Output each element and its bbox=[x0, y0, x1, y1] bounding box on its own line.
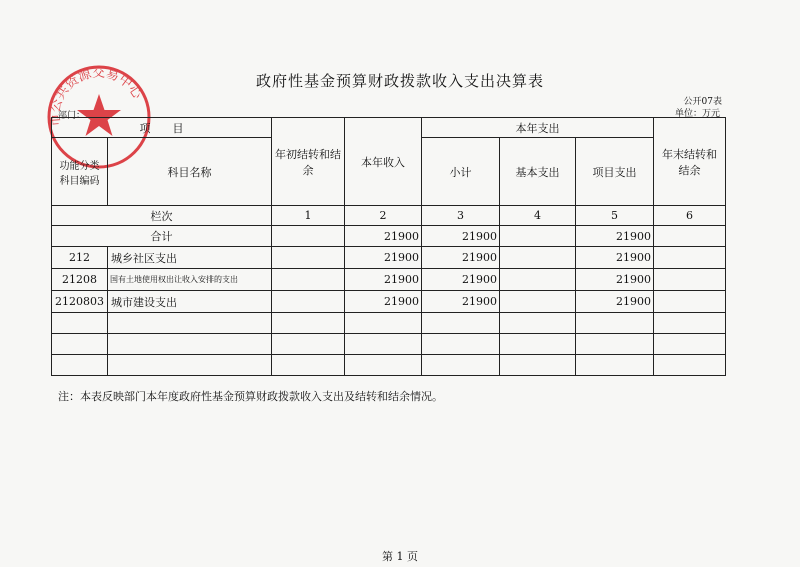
cell-subtotal bbox=[422, 313, 500, 334]
table-row bbox=[52, 269, 726, 291]
header-project: 项 目 bbox=[52, 118, 272, 138]
column-num: 3 bbox=[422, 206, 500, 226]
cell-subtotal bbox=[422, 334, 500, 355]
total-label: 合计 bbox=[52, 226, 272, 247]
header-subject-name: 科目名称 bbox=[108, 138, 272, 206]
cell-income bbox=[345, 334, 422, 355]
footnote: 注：本表反映部门本年度政府性基金预算财政拨款收入支出及结转和结余情况。 bbox=[58, 390, 443, 403]
column-label: 栏次 bbox=[52, 206, 272, 226]
form-code: 公开07表 bbox=[683, 97, 722, 107]
header-expense-group: 本年支出 bbox=[422, 118, 654, 138]
cell-end bbox=[654, 226, 726, 247]
cell-begin bbox=[272, 355, 345, 376]
cell-basic bbox=[500, 291, 576, 313]
total-row bbox=[52, 226, 726, 247]
cell-code: 2120803 bbox=[52, 291, 108, 313]
header-income: 本年收入 bbox=[345, 118, 422, 206]
table-row bbox=[52, 313, 726, 334]
cell-begin bbox=[272, 269, 345, 291]
cell-end bbox=[654, 313, 726, 334]
budget-table bbox=[51, 117, 726, 376]
cell-begin bbox=[272, 291, 345, 313]
cell-basic bbox=[500, 247, 576, 269]
header-begin-balance: 年初结转和结余 bbox=[272, 118, 345, 206]
cell-subtotal: 21900 bbox=[422, 269, 500, 291]
cell-basic bbox=[500, 269, 576, 291]
cell-basic bbox=[500, 334, 576, 355]
cell-basic bbox=[500, 313, 576, 334]
department-label: 部门： bbox=[58, 111, 86, 121]
column-num: 1 bbox=[272, 206, 345, 226]
svg-text:市公共资源交易中心: 市公共资源交易中心 bbox=[47, 65, 145, 127]
page-number: 第 1 页 bbox=[382, 550, 418, 563]
cell-project: 21900 bbox=[576, 269, 654, 291]
column-num: 4 bbox=[500, 206, 576, 226]
cell-project: 21900 bbox=[576, 247, 654, 269]
header-basic: 基本支出 bbox=[500, 138, 576, 206]
cell-code: 212 bbox=[52, 247, 108, 269]
cell-name: 国有土地使用权出让收入安排的支出 bbox=[108, 269, 272, 291]
cell-name bbox=[108, 313, 272, 334]
cell-project: 21900 bbox=[576, 226, 654, 247]
cell-subtotal: 21900 bbox=[422, 226, 500, 247]
unit-label: 单位：万元 bbox=[674, 109, 720, 119]
table-row bbox=[52, 334, 726, 355]
cell-code bbox=[52, 334, 108, 355]
cell-name bbox=[108, 355, 272, 376]
cell-end bbox=[654, 269, 726, 291]
column-num: 6 bbox=[654, 206, 726, 226]
cell-code: 21208 bbox=[52, 269, 108, 291]
header-func-code: 功能分类科目编码 bbox=[52, 138, 108, 206]
cell-subtotal: 21900 bbox=[422, 291, 500, 313]
cell-basic bbox=[500, 355, 576, 376]
cell-name bbox=[108, 334, 272, 355]
table-row bbox=[52, 291, 726, 313]
header-subtotal: 小计 bbox=[422, 138, 500, 206]
column-num: 5 bbox=[576, 206, 654, 226]
cell-name: 城市建设支出 bbox=[108, 291, 272, 313]
cell-name: 城乡社区支出 bbox=[108, 247, 272, 269]
cell-income: 21900 bbox=[345, 291, 422, 313]
table-row bbox=[52, 247, 726, 269]
column-number-row bbox=[52, 206, 726, 226]
table-row bbox=[52, 355, 726, 376]
cell-project bbox=[576, 334, 654, 355]
cell-end bbox=[654, 334, 726, 355]
cell-end bbox=[654, 291, 726, 313]
cell-project bbox=[576, 313, 654, 334]
cell-income bbox=[345, 355, 422, 376]
cell-project bbox=[576, 355, 654, 376]
cell-end bbox=[654, 355, 726, 376]
page-title: 政府性基金预算财政拨款收入支出决算表 bbox=[255, 72, 544, 90]
cell-income: 21900 bbox=[345, 226, 422, 247]
cell-subtotal: 21900 bbox=[422, 247, 500, 269]
cell-end bbox=[654, 247, 726, 269]
cell-begin bbox=[272, 226, 345, 247]
header-end-balance: 年末结转和结余 bbox=[654, 118, 726, 206]
header-project-exp: 项目支出 bbox=[576, 138, 654, 206]
cell-income bbox=[345, 313, 422, 334]
cell-subtotal bbox=[422, 355, 500, 376]
cell-begin bbox=[272, 313, 345, 334]
cell-begin bbox=[272, 334, 345, 355]
cell-income: 21900 bbox=[345, 247, 422, 269]
cell-income: 21900 bbox=[345, 269, 422, 291]
cell-begin bbox=[272, 247, 345, 269]
cell-project: 21900 bbox=[576, 291, 654, 313]
column-num: 2 bbox=[345, 206, 422, 226]
cell-code bbox=[52, 313, 108, 334]
cell-basic bbox=[500, 226, 576, 247]
cell-code bbox=[52, 355, 108, 376]
